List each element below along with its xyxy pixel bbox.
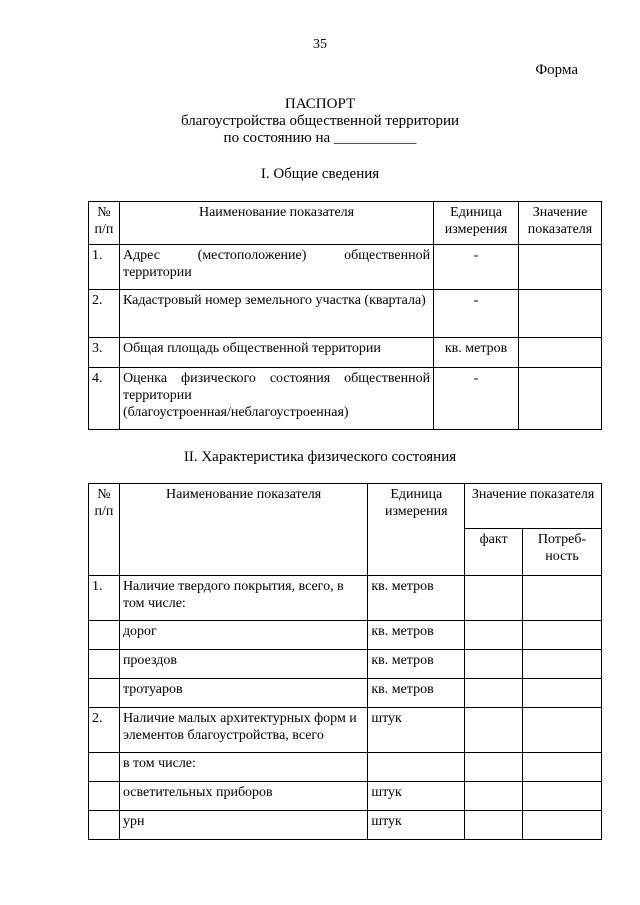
row-unit: кв. метров: [368, 576, 465, 621]
row-fact: [465, 782, 523, 811]
row-unit: кв. метров: [434, 338, 519, 368]
row-value: [519, 338, 602, 368]
row-need: [523, 621, 602, 650]
table-header-row: [89, 484, 602, 529]
header-name: Наименование показателя: [119, 202, 433, 245]
table-row: [89, 368, 602, 430]
row-name: Адрес (местоположение) общественной территории: [119, 245, 433, 290]
row-unit: штук: [368, 782, 465, 811]
row-unit: штук: [368, 811, 465, 840]
row-need: [523, 753, 602, 782]
row-value: [519, 368, 602, 430]
row-num: [89, 811, 120, 840]
header-num: № п/п: [89, 484, 120, 576]
row-unit: -: [434, 290, 519, 338]
row-unit: кв. метров: [368, 650, 465, 679]
row-fact: [465, 811, 523, 840]
row-fact: [465, 650, 523, 679]
row-num: 3.: [89, 338, 120, 368]
row-value: [519, 245, 602, 290]
row-need: [523, 811, 602, 840]
row-unit: -: [434, 368, 519, 430]
title-line-3: по состоянию на ___________: [223, 130, 417, 146]
table-row: [89, 338, 602, 368]
row-num: 1.: [89, 245, 120, 290]
table-row: [89, 708, 602, 753]
table-row: [89, 576, 602, 621]
section2-heading: II. Характеристика физического состояния: [183, 449, 457, 465]
row-need: [523, 679, 602, 708]
form-label: Форма: [535, 62, 578, 78]
section1-heading: I. Общие сведения: [260, 166, 380, 182]
header-value: Значение показателя: [519, 202, 602, 245]
row-name: дорог: [119, 621, 367, 650]
row-name: осветительных приборов: [119, 782, 367, 811]
header-unit: Единица измерения: [434, 202, 519, 245]
row-unit: кв. метров: [368, 621, 465, 650]
row-fact: [465, 753, 523, 782]
row-unit: [368, 753, 465, 782]
row-name: тротуаров: [119, 679, 367, 708]
row-num: 2.: [89, 290, 120, 338]
row-num: [89, 782, 120, 811]
header-unit: Единица измерения: [368, 484, 465, 576]
row-unit: -: [434, 245, 519, 290]
row-num: 1.: [89, 576, 120, 621]
header-value: Значение показателя: [465, 484, 602, 529]
row-num: 2.: [89, 708, 120, 753]
table-row: [89, 679, 602, 708]
row-num: [89, 679, 120, 708]
row-num: 4.: [89, 368, 120, 430]
row-name: [119, 368, 433, 430]
row-num: [89, 753, 120, 782]
table-row: [89, 290, 602, 338]
row-fact: [465, 679, 523, 708]
row-num: [89, 621, 120, 650]
row-unit: кв. метров: [368, 679, 465, 708]
row-need: [523, 708, 602, 753]
row-name: урн: [119, 811, 367, 840]
row-name: Наличие твердого покрытия, всего, в том числе:: [119, 576, 367, 621]
row-need: [523, 650, 602, 679]
row-name: в том числе:: [119, 753, 367, 782]
row-name-main: Оценка физического состояния общественной территории: [122, 371, 431, 403]
row-name: Кадастровый номер земельного участка (квартала): [119, 290, 433, 338]
row-fact: [465, 621, 523, 650]
row-fact: [465, 576, 523, 621]
document-title: [0, 96, 640, 147]
table-header-row: [89, 202, 602, 245]
page-number: 35: [313, 37, 327, 52]
table-row: [89, 782, 602, 811]
row-need: [523, 782, 602, 811]
table-row: [89, 245, 602, 290]
row-name: проездов: [119, 650, 367, 679]
row-unit: штук: [368, 708, 465, 753]
table-row: [89, 621, 602, 650]
header-num: № п/п: [89, 202, 120, 245]
header-need: Потреб-ность: [523, 529, 602, 576]
general-info-table: [88, 201, 602, 430]
title-line-1: ПАСПОРТ: [284, 96, 356, 112]
row-name-note: (благоустроенная/неблагоустроенная): [122, 405, 349, 420]
physical-state-table: [88, 483, 602, 840]
row-fact: [465, 708, 523, 753]
table-row: [89, 811, 602, 840]
row-value: [519, 290, 602, 338]
title-line-2: благоустройства общественной территории: [180, 113, 460, 129]
table-row: [89, 650, 602, 679]
header-fact: факт: [465, 529, 523, 576]
row-num: [89, 650, 120, 679]
row-name: Наличие малых архитектурных форм и элементов благоустройства, всего: [119, 708, 367, 753]
table-row: [89, 753, 602, 782]
row-name: Общая площадь общественной территории: [119, 338, 433, 368]
header-name: Наименование показателя: [119, 484, 367, 576]
row-need: [523, 576, 602, 621]
